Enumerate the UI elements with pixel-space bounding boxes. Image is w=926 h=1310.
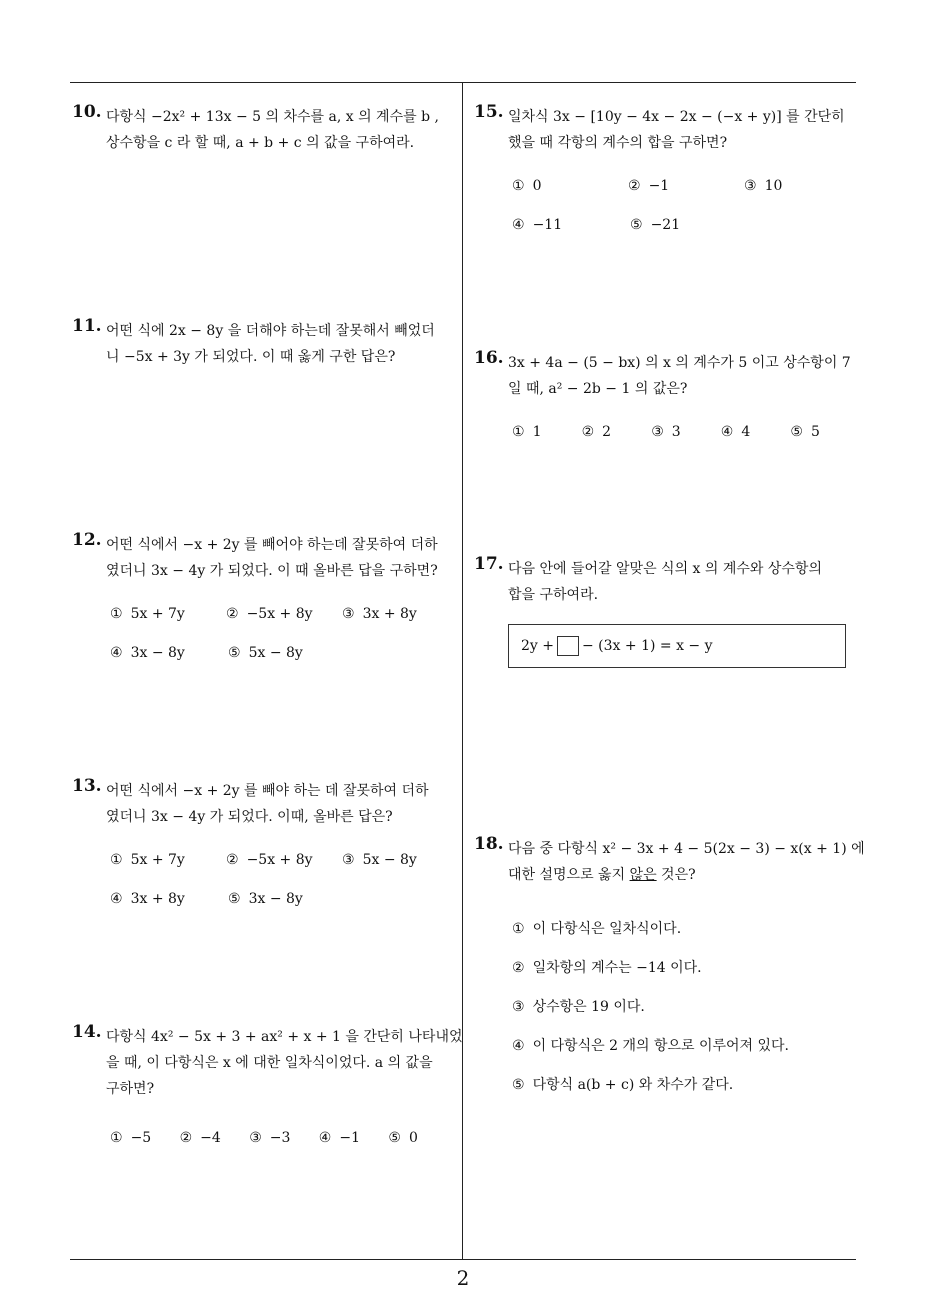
answer-option[interactable]: ③ 5x − 8y (342, 852, 417, 868)
problem-number: 14. (72, 1022, 102, 1042)
problem-stem (106, 532, 458, 584)
answer-option[interactable]: ③ 3 (651, 424, 681, 440)
stem-line: 였더니 3x − 4y 가 되었다. 이때, 올바른 답은? (106, 809, 393, 825)
answer-options (512, 178, 860, 256)
stem-line: 니 −5x + 3y 가 되었다. 이 때 옳게 구한 답은? (106, 349, 396, 365)
answer-option[interactable]: ③ 3x + 8y (342, 606, 417, 622)
answer-option[interactable]: ③ −3 (249, 1130, 291, 1146)
problem-stem (106, 318, 458, 370)
problem-number: 17. (474, 554, 504, 574)
answer-option[interactable]: ① −5 (110, 1130, 152, 1146)
answer-option[interactable]: ④ −11 (512, 217, 563, 233)
answer-option[interactable]: ④ 이 다항식은 2 개의 항으로 이루어져 있다. (512, 1038, 790, 1054)
answer-option[interactable]: ② −5x + 8y (226, 852, 313, 868)
answer-option[interactable]: ④ 4 (720, 424, 751, 440)
equation-right: − (3x + 1) = x − y (582, 638, 713, 654)
problem-number: 13. (72, 776, 102, 796)
stem-line: 을 때, 이 다항식은 x 에 대한 일차식이었다. a 의 값을 (106, 1055, 433, 1071)
problem-stem (106, 104, 458, 156)
stem-line: 했을 때 각항의 계수의 합을 구하면? (508, 135, 728, 151)
answer-option[interactable]: ⑤ 다항식 a(b + c) 와 차수가 같다. (512, 1077, 734, 1093)
equation-box (508, 624, 846, 668)
stem-line: 어떤 식에서 −x + 2y 를 빼어야 하는데 잘못하여 더하 (106, 537, 438, 553)
answer-option[interactable]: ② −4 (179, 1130, 221, 1146)
problem-number: 16. (474, 348, 504, 368)
stem-line: 상수항을 c 라 할 때, a + b + c 의 값을 구하여라. (106, 135, 415, 151)
stem-line: 다음 중 다항식 x² − 3x + 4 − 5(2x − 3) − x(x + 1) 에 (508, 841, 865, 857)
answer-option[interactable]: ② 일차항의 계수는 −14 이다. (512, 960, 702, 976)
stem-line: 구하면? (106, 1081, 155, 1097)
stem-line: 였더니 3x − 4y 가 되었다. 이 때 올바른 답을 구하면? (106, 563, 438, 579)
stem-line: 일 때, a² − 2b − 1 의 값은? (508, 381, 688, 397)
answer-options (110, 852, 458, 930)
problem-stem (508, 836, 865, 888)
answer-option[interactable]: ⑤ 0 (388, 1130, 418, 1146)
problem-15 (474, 104, 860, 256)
answer-option[interactable]: ① 5x + 7y (110, 852, 185, 868)
answer-option[interactable]: ① 0 (512, 178, 542, 194)
column-divider (462, 83, 463, 1259)
problem-18 (474, 834, 865, 1113)
answer-option[interactable]: ⑤ 5 (790, 424, 820, 440)
problem-number: 10. (72, 102, 102, 122)
problem-10 (72, 104, 458, 156)
answer-option[interactable]: ④ 3x + 8y (110, 891, 185, 907)
problem-17 (474, 556, 860, 668)
answer-option[interactable]: ① 5x + 7y (110, 606, 185, 622)
answer-option[interactable]: ① 이 다항식은 일차식이다. (512, 921, 682, 937)
problem-16 (474, 350, 860, 463)
problem-number: 11. (72, 316, 102, 336)
stem-line: 어떤 식에 2x − 8y 을 더해야 하는데 잘못해서 빼었더 (106, 323, 435, 339)
problem-13 (72, 778, 458, 930)
problem-number: 18. (474, 834, 504, 854)
stem-line: 대한 설명으로 옳지 않은 것은? (508, 867, 696, 883)
problem-stem (106, 1024, 463, 1102)
problem-stem (106, 778, 458, 830)
stem-line: 다음 안에 들어갈 알맞은 식의 x 의 계수와 상수항의 (508, 561, 822, 577)
answer-option[interactable]: ⑤ 5x − 8y (228, 645, 303, 661)
answer-options (512, 918, 860, 1113)
answer-option[interactable]: ④ −1 (318, 1130, 360, 1146)
problem-number: 15. (474, 102, 504, 122)
equation-left: 2y + (521, 638, 554, 654)
stem-line: 어떤 식에서 −x + 2y 를 빼야 하는 데 잘못하여 더하 (106, 783, 429, 799)
answer-options (512, 424, 860, 463)
underlined-word: 않은 (629, 867, 657, 883)
bottom-rule (70, 1259, 856, 1260)
answer-option[interactable]: ④ 3x − 8y (110, 645, 185, 661)
answer-option[interactable]: ⑤ −21 (630, 217, 681, 233)
blank-square[interactable] (557, 636, 579, 656)
problem-stem (508, 556, 860, 608)
answer-options (110, 1130, 458, 1169)
answer-option[interactable]: ③ 10 (744, 178, 783, 194)
problem-12 (72, 532, 458, 684)
answer-option[interactable]: ① 1 (512, 424, 542, 440)
problem-14 (72, 1022, 463, 1169)
problem-number: 12. (72, 530, 102, 550)
answer-option[interactable]: ② 2 (581, 424, 612, 440)
answer-options (110, 606, 458, 684)
stem-line: 다항식 4x² − 5x + 3 + ax² + x + 1 을 간단히 나타내었 (106, 1029, 463, 1045)
page-number: 2 (456, 1266, 470, 1290)
top-rule (70, 82, 856, 83)
answer-option[interactable]: ② −5x + 8y (226, 606, 313, 622)
stem-line: 3x + 4a − (5 − bx) 의 x 의 계수가 5 이고 상수항이 7 (508, 355, 851, 371)
stem-line: 합을 구하여라. (508, 587, 599, 603)
stem-line: 다항식 −2x² + 13x − 5 의 차수를 a, x 의 계수를 b , (106, 109, 439, 125)
answer-option[interactable]: ② −1 (628, 178, 670, 194)
answer-option[interactable]: ③ 상수항은 19 이다. (512, 999, 645, 1015)
problem-stem (508, 350, 860, 402)
problem-11 (72, 318, 458, 370)
problem-stem (508, 104, 860, 156)
answer-option[interactable]: ⑤ 3x − 8y (228, 891, 303, 907)
stem-line: 일차식 3x − [10y − 4x − 2x − (−x + y)] 를 간단히 (508, 109, 845, 125)
